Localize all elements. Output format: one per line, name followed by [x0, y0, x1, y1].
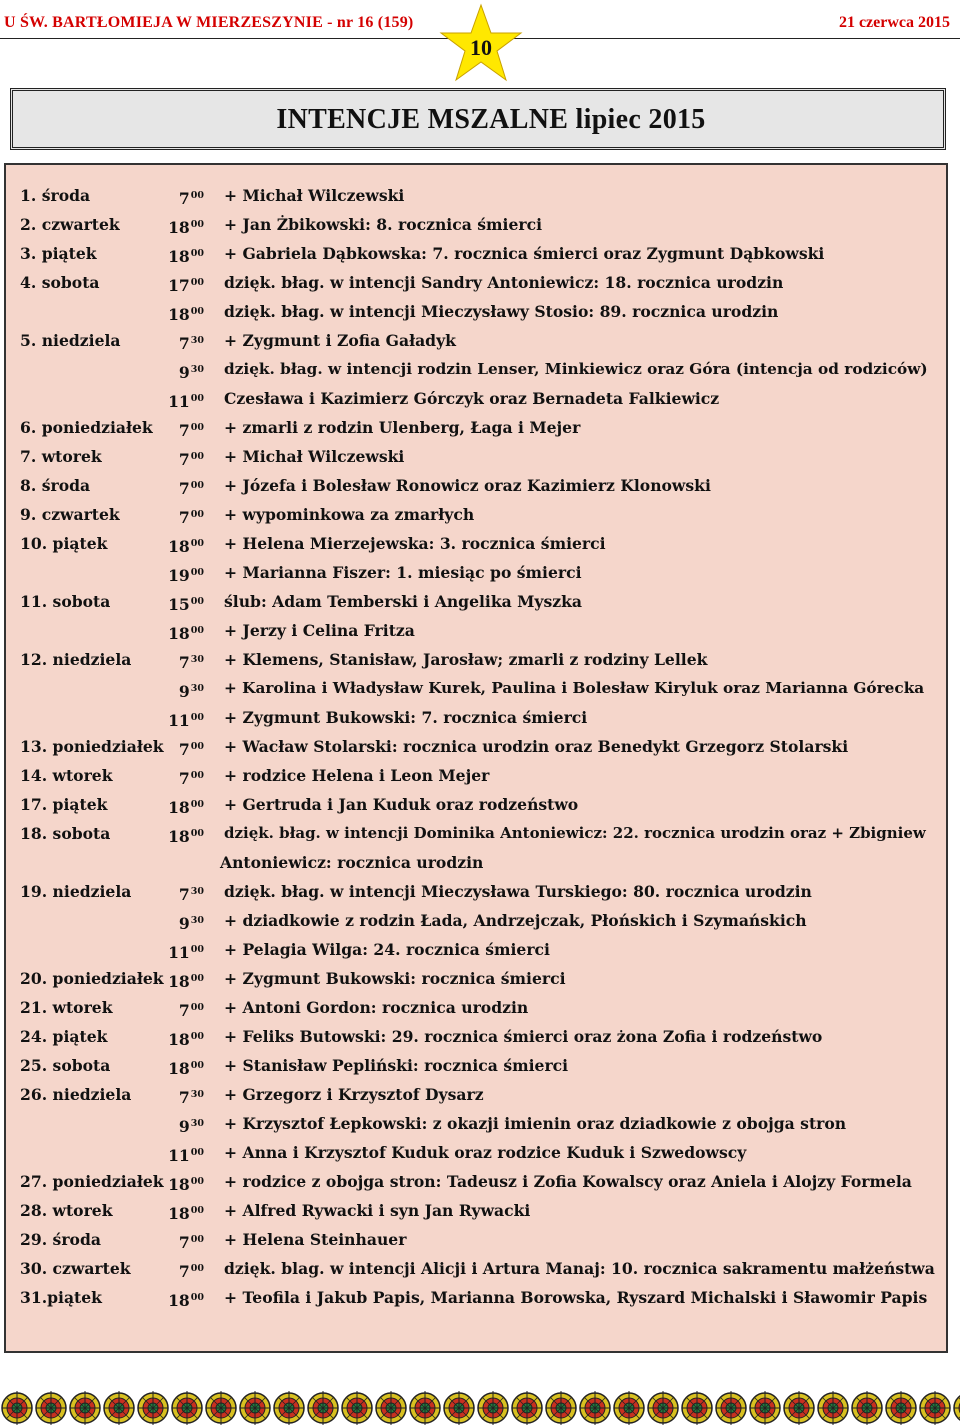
intention-text: + Gertruda i Jan Kuduk oraz rodzeństwo — [224, 795, 579, 814]
mass-minutes: 30 — [190, 364, 204, 375]
mass-hour: 7 — [178, 769, 190, 788]
intention-text: + zmarli z rodzin Ulenberg, Łaga i Mejer — [224, 418, 581, 437]
mass-time — [148, 529, 204, 561]
intention-text: + Zygmunt Bukowski: 7. rocznica śmierci — [224, 708, 588, 727]
day-label: 27. poniedziałek — [20, 1172, 164, 1191]
intention-text: + Gabriela Dąbkowska: 7. rocznica śmierci oraz Zygmunt Dąbkowski — [224, 244, 825, 263]
intention-text: + rodzice z obojga stron: Tadeusz i Zofia Kowalscy oraz Aniela i Alojzy Formela — [224, 1172, 912, 1191]
mass-hour: 9 — [178, 1117, 190, 1136]
intention-text: + Teofila i Jakub Papis, Marianna Borowska, Ryszard Michalski i Sławomir Papis — [224, 1288, 928, 1307]
star-icon — [439, 3, 523, 83]
mass-minutes: 30 — [190, 335, 204, 346]
mass-minutes: 00 — [190, 741, 204, 752]
intention-row — [6, 297, 946, 326]
mass-time — [148, 1167, 204, 1199]
intention-row — [6, 906, 946, 935]
intention-text: + Grzegorz i Krzysztof Dysarz — [224, 1085, 484, 1104]
mass-time — [148, 558, 204, 590]
day-label: 26. niedziela — [20, 1085, 132, 1104]
mass-time — [148, 326, 204, 358]
day-label: 20. poniedziałek — [20, 969, 164, 988]
mass-time — [148, 1109, 204, 1141]
mass-hour: 7 — [178, 334, 190, 353]
mass-hour: 7 — [178, 1088, 190, 1107]
mass-time — [148, 1254, 204, 1286]
mass-time — [148, 935, 204, 967]
mass-hour: 7 — [178, 653, 190, 672]
mass-hour: 15 — [168, 595, 190, 614]
mass-hour: 11 — [168, 943, 190, 962]
intention-text: Czesława i Kazimierz Górczyk oraz Bernadeta Falkiewicz — [224, 389, 720, 408]
intention-text: + rodzice Helena i Leon Mejer — [224, 766, 490, 785]
mass-time — [148, 268, 204, 300]
mass-minutes: 00 — [190, 422, 204, 433]
intention-row — [6, 674, 946, 703]
mass-hour: 7 — [178, 885, 190, 904]
mass-time — [148, 210, 204, 242]
mass-time — [148, 442, 204, 474]
mass-minutes: 00 — [190, 1002, 204, 1013]
mass-time — [148, 616, 204, 648]
intention-row — [6, 732, 946, 761]
header-parish-title: U ŚW. BARTŁOMIEJA W MIERZESZYNIE - nr 16 (159) — [4, 14, 414, 31]
mass-minutes: 00 — [190, 219, 204, 230]
intention-row — [6, 1254, 946, 1283]
mass-minutes: 00 — [190, 248, 204, 259]
day-label: 7. wtorek — [20, 447, 102, 466]
intention-text: + Helena Steinhauer — [224, 1230, 407, 1249]
mass-minutes: 00 — [190, 306, 204, 317]
intention-row — [6, 964, 946, 993]
intention-row — [6, 384, 946, 413]
intention-text: + Zygmunt i Zofia Gaładyk — [224, 331, 456, 350]
mass-minutes: 30 — [190, 915, 204, 926]
intention-row — [6, 471, 946, 500]
day-label: 25. sobota — [20, 1056, 111, 1075]
intention-text: + Michał Wilczewski — [224, 447, 405, 466]
intention-row — [6, 1225, 946, 1254]
mass-minutes: 00 — [190, 1060, 204, 1071]
intention-text: + Pelagia Wilga: 24. rocznica śmierci — [224, 940, 550, 959]
mass-minutes: 00 — [190, 1031, 204, 1042]
day-label: 28. wtorek — [20, 1201, 113, 1220]
intention-text: ślub: Adam Temberski i Angelika Myszka — [224, 592, 583, 611]
mass-time — [148, 993, 204, 1025]
mass-minutes: 00 — [190, 712, 204, 723]
day-label: 2. czwartek — [20, 215, 120, 234]
mass-hour: 7 — [178, 508, 190, 527]
page-title: INTENCJE MSZALNE lipiec 2015 — [276, 104, 706, 135]
day-label: 29. środa — [20, 1230, 101, 1249]
intention-row — [6, 239, 946, 268]
mass-hour: 18 — [168, 827, 190, 846]
title-box — [10, 88, 946, 150]
intention-row — [6, 1080, 946, 1109]
mass-time — [148, 1022, 204, 1054]
mass-minutes: 00 — [190, 190, 204, 201]
mass-minutes: 30 — [190, 683, 204, 694]
intention-text: Antoniewicz: rocznica urodzin — [220, 853, 484, 872]
mass-time — [148, 471, 204, 503]
mass-time — [148, 674, 204, 706]
day-label: 21. wtorek — [20, 998, 113, 1017]
mass-time — [148, 500, 204, 532]
mass-hour: 18 — [168, 218, 190, 237]
day-label: 14. wtorek — [20, 766, 113, 785]
mass-minutes: 30 — [190, 654, 204, 665]
mass-hour: 7 — [178, 450, 190, 469]
mass-minutes: 00 — [190, 451, 204, 462]
intention-row — [6, 848, 946, 877]
intention-text: + Marianna Fiszer: 1. miesiąc po śmierci — [224, 563, 582, 582]
mass-hour: 11 — [168, 711, 190, 730]
mass-minutes: 00 — [190, 944, 204, 955]
mass-time — [148, 645, 204, 677]
intention-row — [6, 413, 946, 442]
intention-row — [6, 210, 946, 239]
day-label: 18. sobota — [20, 824, 111, 843]
day-label: 10. piątek — [20, 534, 108, 553]
intention-text: dzięk. błag. w intencji Sandry Antoniewicz: 18. rocznica urodzin — [224, 273, 784, 292]
mass-time — [148, 819, 204, 851]
mass-minutes: 30 — [190, 886, 204, 897]
intention-row — [6, 761, 946, 790]
mass-hour: 7 — [178, 479, 190, 498]
intention-row — [6, 993, 946, 1022]
mass-minutes: 00 — [190, 1147, 204, 1158]
mass-minutes: 00 — [190, 973, 204, 984]
mass-minutes: 00 — [190, 567, 204, 578]
mass-time — [148, 1283, 204, 1315]
mass-hour: 11 — [168, 1146, 190, 1165]
mass-hour: 18 — [168, 798, 190, 817]
mass-time — [148, 1225, 204, 1257]
intention-text: + Jan Żbikowski: 8. rocznica śmierci — [224, 215, 542, 234]
intention-row — [6, 935, 946, 964]
day-label: 17. piątek — [20, 795, 108, 814]
ornament-border — [0, 1388, 960, 1428]
intention-row — [6, 355, 946, 384]
intention-text: + Józefa i Bolesław Ronowicz oraz Kazimierz Klonowski — [224, 476, 711, 495]
mass-hour: 9 — [178, 914, 190, 933]
intention-text: dzięk. błag. w intencji Mieczysława Turskiego: 80. rocznica urodzin — [224, 882, 812, 901]
mass-time — [148, 1138, 204, 1170]
intention-row — [6, 529, 946, 558]
intention-row — [6, 181, 946, 210]
mass-hour: 11 — [168, 392, 190, 411]
mass-hour: 18 — [168, 972, 190, 991]
intention-row — [6, 703, 946, 732]
mass-minutes: 00 — [190, 799, 204, 810]
mass-hour: 9 — [178, 682, 190, 701]
intention-row — [6, 1109, 946, 1138]
intention-text: + Klemens, Stanisław, Jarosław; zmarli z rodziny Lellek — [224, 650, 708, 669]
day-label: 5. niedziela — [20, 331, 121, 350]
mass-hour: 7 — [178, 1233, 190, 1252]
intention-text: + Karolina i Władysław Kurek, Paulina i Bolesław Kiryluk oraz Marianna Górecka — [224, 679, 925, 697]
intentions-panel — [4, 163, 948, 1353]
day-label: 31.piątek — [20, 1288, 102, 1307]
mass-minutes: 00 — [190, 509, 204, 520]
mass-hour: 9 — [178, 363, 190, 382]
intention-row — [6, 1022, 946, 1051]
mass-minutes: 00 — [190, 1292, 204, 1303]
intention-text: + dziadkowie z rodzin Łada, Andrzejczak, Płońskich i Szymańskich — [224, 911, 807, 930]
intention-text: dzięk. błag. w intencji Mieczysławy Stosio: 89. rocznica urodzin — [224, 302, 779, 321]
day-label: 9. czwartek — [20, 505, 120, 524]
intention-text: + Michał Wilczewski — [224, 186, 405, 205]
day-label: 30. czwartek — [20, 1259, 131, 1278]
intention-row — [6, 442, 946, 471]
mass-time — [148, 877, 204, 909]
mass-hour: 18 — [168, 247, 190, 266]
intention-text: dzięk. blag. w intencji Alicji i Artura Manaj: 10. rocznica sakramentu małżeństwa — [224, 1259, 935, 1278]
intention-row — [6, 645, 946, 674]
intention-text: dzięk. błag. w intencji Dominika Antoniewicz: 22. rocznica urodzin oraz + Zbigniew — [224, 824, 926, 842]
intention-row — [6, 268, 946, 297]
mass-time — [148, 413, 204, 445]
intention-row — [6, 500, 946, 529]
day-label: 19. niedziela — [20, 882, 132, 901]
mass-time — [148, 848, 204, 880]
intention-row — [6, 1138, 946, 1167]
mass-time — [148, 1196, 204, 1228]
intention-row — [6, 558, 946, 587]
mass-time — [148, 703, 204, 735]
mass-minutes: 00 — [190, 538, 204, 549]
mass-minutes: 00 — [190, 596, 204, 607]
mass-hour: 18 — [168, 1175, 190, 1194]
intention-text: + Antoni Gordon: rocznica urodzin — [224, 998, 529, 1017]
mass-minutes: 00 — [190, 1176, 204, 1187]
intention-row — [6, 326, 946, 355]
mass-minutes: 00 — [190, 480, 204, 491]
mass-minutes: 00 — [190, 770, 204, 781]
mass-hour: 7 — [178, 189, 190, 208]
intention-text: + Helena Mierzejewska: 3. rocznica śmierci — [224, 534, 606, 553]
intention-text: + Stanisław Pepliński: rocznica śmierci — [224, 1056, 569, 1075]
intention-row — [6, 790, 946, 819]
day-label: 24. piątek — [20, 1027, 108, 1046]
mass-hour: 19 — [168, 566, 190, 585]
mass-minutes: 30 — [190, 1089, 204, 1100]
mass-time — [148, 732, 204, 764]
intention-text: + Krzysztof Łepkowski: z okazji imienin oraz dziadkowie z obojga stron — [224, 1114, 847, 1133]
mass-time — [148, 790, 204, 822]
intention-text: + Feliks Butowski: 29. rocznica śmierci oraz żona Zofia i rodzeństwo — [224, 1027, 823, 1046]
mass-hour: 7 — [178, 740, 190, 759]
mass-hour: 17 — [168, 276, 190, 295]
mass-minutes: 00 — [190, 393, 204, 404]
mass-hour: 18 — [168, 1291, 190, 1310]
intention-row — [6, 587, 946, 616]
mass-time — [148, 384, 204, 416]
mass-hour: 18 — [168, 1030, 190, 1049]
mass-time — [148, 964, 204, 996]
mass-hour: 7 — [178, 1001, 190, 1020]
intention-row — [6, 1051, 946, 1080]
mass-hour: 7 — [178, 1262, 190, 1281]
day-label: 8. środa — [20, 476, 91, 495]
day-label: 12. niedziela — [20, 650, 132, 669]
intention-text: + Zygmunt Bukowski: rocznica śmierci — [224, 969, 566, 988]
intentions-list — [6, 181, 946, 1312]
mass-time — [148, 239, 204, 271]
intention-text: + Jerzy i Celina Fritza — [224, 621, 415, 640]
intention-text: + Anna i Krzysztof Kuduk oraz rodzice Kuduk i Szwedowscy — [224, 1143, 747, 1162]
mass-time — [148, 181, 204, 213]
mass-minutes: 30 — [190, 1118, 204, 1129]
intention-row — [6, 877, 946, 906]
day-label: 6. poniedziałek — [20, 418, 153, 437]
intention-text: dzięk. błag. w intencji rodzin Lenser, Minkiewicz oraz Góra (intencja od rodziców) — [224, 360, 928, 378]
intention-row — [6, 819, 946, 848]
mass-minutes: 00 — [190, 1234, 204, 1245]
intention-row — [6, 1283, 946, 1312]
day-label: 11. sobota — [20, 592, 111, 611]
intention-row — [6, 616, 946, 645]
mass-time — [148, 355, 204, 387]
mass-hour: 18 — [168, 1059, 190, 1078]
day-label: 4. sobota — [20, 273, 100, 292]
day-label: 1. środa — [20, 186, 91, 205]
mass-hour: 18 — [168, 537, 190, 556]
mass-time — [148, 1051, 204, 1083]
intention-row — [6, 1167, 946, 1196]
mass-time — [148, 297, 204, 329]
header-date: 21 czerwca 2015 — [838, 14, 950, 31]
mass-time — [148, 906, 204, 938]
mass-minutes: 00 — [190, 1205, 204, 1216]
mass-time — [148, 587, 204, 619]
day-label: 13. poniedziałek — [20, 737, 164, 756]
mass-time — [148, 1080, 204, 1112]
mass-minutes: 00 — [190, 625, 204, 636]
mass-minutes: 00 — [190, 277, 204, 288]
intention-row — [6, 1196, 946, 1225]
intention-text: + Alfred Rywacki i syn Jan Rywacki — [224, 1201, 531, 1220]
intention-text: + Wacław Stolarski: rocznica urodzin oraz Benedykt Grzegorz Stolarski — [224, 737, 849, 756]
mass-hour: 18 — [168, 624, 190, 643]
mass-minutes: 00 — [190, 828, 204, 839]
mass-hour: 18 — [168, 1204, 190, 1223]
mass-hour: 7 — [178, 421, 190, 440]
mass-minutes: 00 — [190, 1263, 204, 1274]
page-number: 10 — [470, 35, 492, 60]
day-label: 3. piątek — [20, 244, 97, 263]
intention-text: + wypominkowa za zmarłych — [224, 505, 475, 524]
mass-hour: 18 — [168, 305, 190, 324]
mass-time — [148, 761, 204, 793]
